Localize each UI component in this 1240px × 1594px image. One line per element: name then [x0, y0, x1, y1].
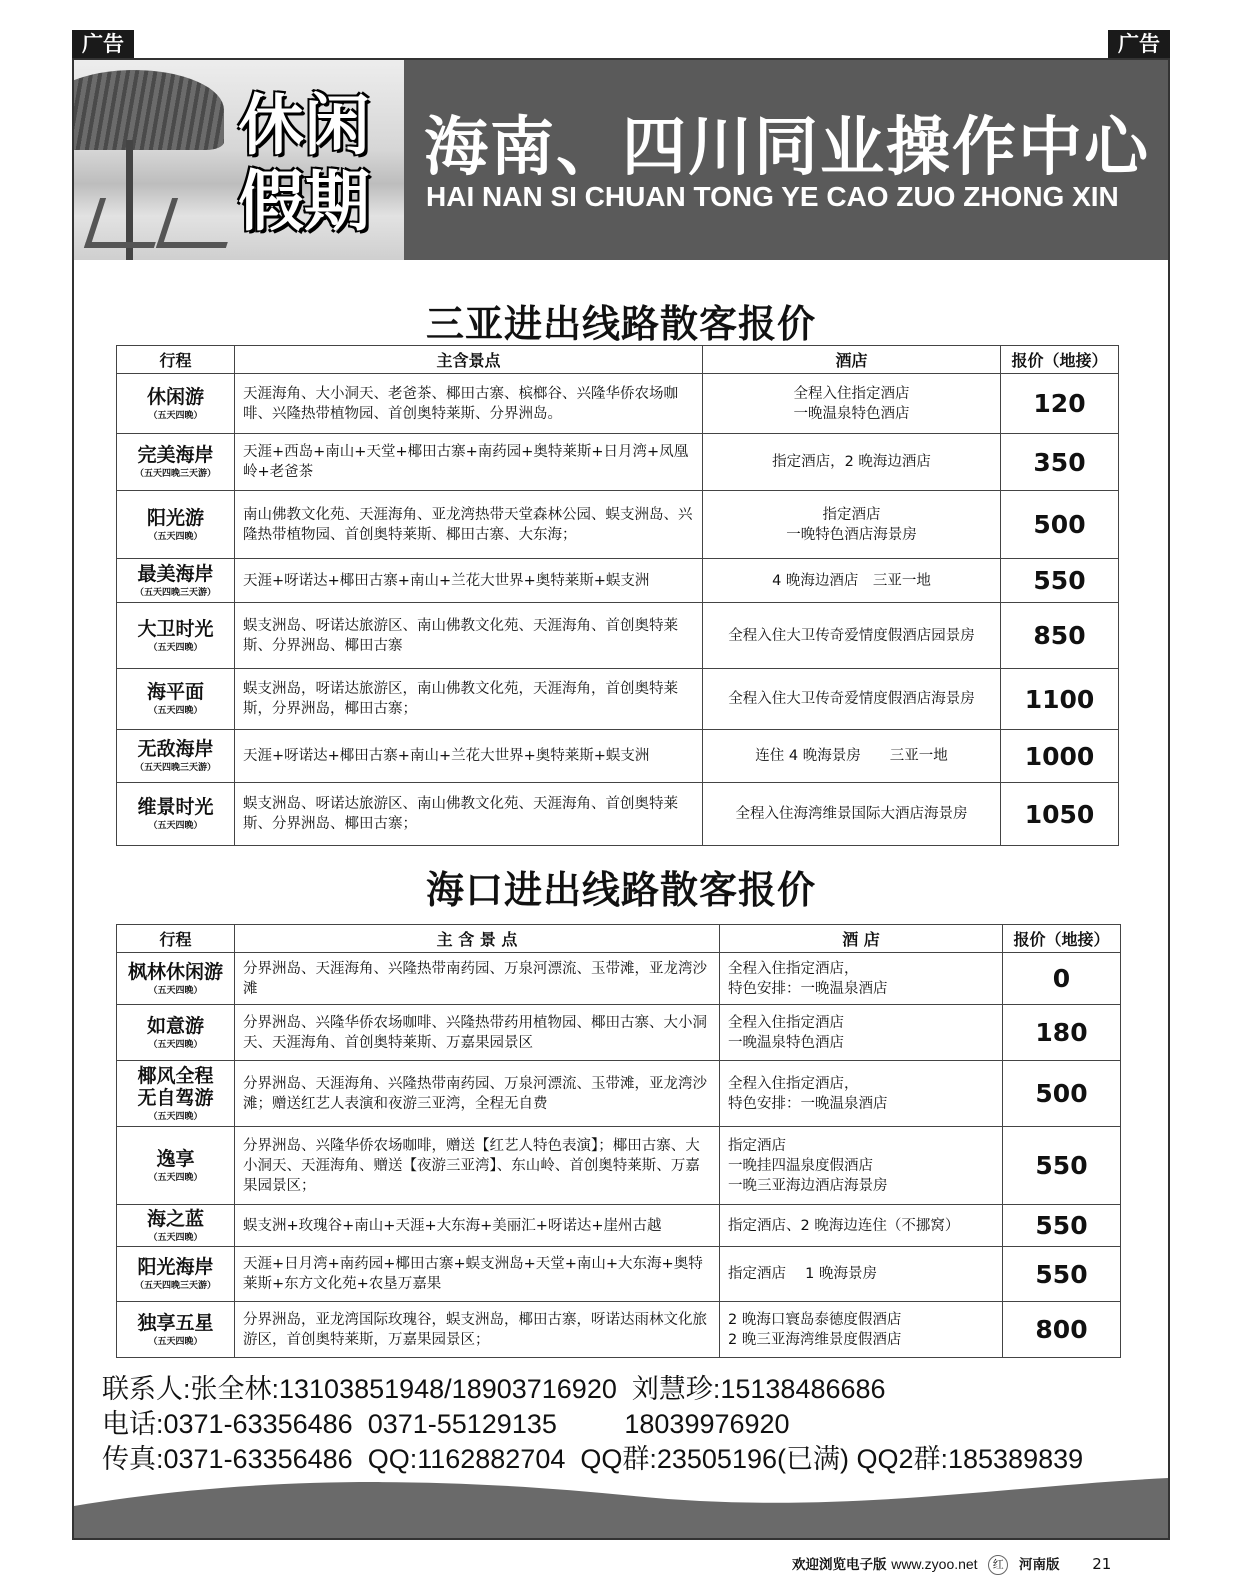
- route-price: 550: [1001, 559, 1119, 603]
- route-hotel: 全程入住指定酒店， 特色安排：一晚温泉酒店: [720, 953, 1003, 1005]
- table-header-row: [117, 346, 1119, 374]
- route-price: 1000: [1001, 730, 1119, 783]
- footer-edition: 河南版: [1018, 1557, 1060, 1573]
- leisure-line-1: 休闲: [238, 87, 370, 164]
- route-name: 枫林休闲游 （五天四晚）: [117, 953, 235, 1005]
- col-header-spots: 主含景点: [235, 346, 703, 374]
- route-name: 阳光游 （五天四晚）: [117, 491, 235, 559]
- route-hotel: 指定酒店，2 晚海边酒店: [703, 434, 1001, 491]
- route-hotel: 全程入住海湾维景国际大酒店海景房: [703, 783, 1001, 846]
- route-name: 最美海岸 （五天四晚三天游）: [117, 559, 235, 603]
- route-name: 无敌海岸 （五天四晚三天游）: [117, 730, 235, 783]
- route-price: 800: [1003, 1302, 1121, 1358]
- route-spots: 分界洲岛、天涯海角、兴隆热带南药园、万泉河漂流、玉带滩，亚龙湾沙滩；赠送红艺人表演和夜游三亚湾，全程无自费: [235, 1061, 720, 1127]
- contact-phones: 电话:0371-63356486 0371-55129135 18039976920: [102, 1409, 790, 1439]
- route-spots: 天涯+呀诺达+椰田古寨+南山+兰花大世界+奥特莱斯+蜈支洲: [235, 559, 703, 603]
- route-hotel: 指定酒店 一晚特色酒店海景房: [703, 491, 1001, 559]
- table-row: [117, 1127, 1121, 1205]
- route-price: 550: [1003, 1127, 1121, 1205]
- table-row: [117, 730, 1119, 783]
- haikou-section-title: 海口进出线路散客报价: [425, 868, 816, 912]
- ad-label-right: 广告: [1108, 30, 1170, 58]
- route-name: 椰风全程 无自驾游 （五天四晚）: [117, 1061, 235, 1127]
- contact-fax-qq: 传真:0371-63356486 QQ:1162882704 QQ群:23505196(已满) QQ2群:185389839: [102, 1444, 1084, 1474]
- route-spots: 天涯海角、大小洞天、老爸茶、椰田古寨、槟榔谷、兴隆华侨农场咖啡、兴隆热带植物园、首创奥特莱斯、分界洲岛。: [235, 374, 703, 434]
- table-row: [117, 491, 1119, 559]
- leisure-holiday-logo: [204, 88, 404, 240]
- route-price: 0: [1003, 953, 1121, 1005]
- banner-subtitle: HAI NAN SI CHUAN TONG YE CAO ZUO ZHONG XIN: [426, 181, 1119, 212]
- route-price: 180: [1003, 1005, 1121, 1061]
- haikou-price-table: [116, 924, 1121, 1358]
- route-spots: 蜈支洲岛，呀诺达旅游区，南山佛教文化苑，天涯海角，首创奥特莱斯，分界洲岛，椰田古寨；: [235, 669, 703, 730]
- route-name: 完美海岸 （五天四晚三天游）: [117, 434, 235, 491]
- route-spots: 天涯+呀诺达+椰田古寨+南山+兰花大世界+奥特莱斯+蜈支洲: [235, 730, 703, 783]
- leisure-line-2: 假期: [238, 163, 370, 240]
- table-row: [117, 1247, 1121, 1302]
- route-hotel: 指定酒店 1 晚海景房: [720, 1247, 1003, 1302]
- footer-url[interactable]: www.zyoo.net: [891, 1556, 978, 1572]
- route-price: 350: [1001, 434, 1119, 491]
- header-banner: [74, 60, 1168, 260]
- route-spots: 分界洲岛、兴隆华侨农场咖啡、兴隆热带药用植物园、椰田古寨、大小洞天、天涯海角、首创奥特莱斯、万嘉果园景区: [235, 1005, 720, 1061]
- contact-info: [102, 1372, 1162, 1477]
- route-price: 500: [1001, 491, 1119, 559]
- route-spots: 蜈支洲岛、呀诺达旅游区、南山佛教文化苑、天涯海角、首创奥特莱斯、分界洲岛、椰田古寨: [235, 603, 703, 669]
- route-hotel: 全程入住指定酒店， 特色安排：一晚温泉酒店: [720, 1061, 1003, 1127]
- route-price: 120: [1001, 374, 1119, 434]
- route-spots: 分界洲岛、天涯海角、兴隆热带南药园、万泉河漂流、玉带滩，亚龙湾沙滩: [235, 953, 720, 1005]
- table-row: [117, 669, 1119, 730]
- route-spots: 天涯+日月湾+南药园+椰田古寨+蜈支洲岛+天堂+南山+大东海+奥特莱斯+东方文化苑+农垦万嘉果: [235, 1247, 720, 1302]
- route-price: 850: [1001, 603, 1119, 669]
- route-hotel: 连住 4 晚海景房 三亚一地: [703, 730, 1001, 783]
- wave-decoration: [74, 1466, 1168, 1538]
- route-price: 1100: [1001, 669, 1119, 730]
- route-hotel: 全程入住大卫传奇爱情度假酒店海景房: [703, 669, 1001, 730]
- table-row: [117, 1302, 1121, 1358]
- table-row: [117, 374, 1119, 434]
- route-price: 550: [1003, 1247, 1121, 1302]
- route-spots: 分界洲岛，亚龙湾国际玫瑰谷，蜈支洲岛，椰田古寨，呀诺达雨林文化旅游区，首创奥特莱斯，万嘉果园景区；: [235, 1302, 720, 1358]
- route-hotel: 指定酒店、2 晚海边连住（不挪窝）: [720, 1205, 1003, 1247]
- route-name: 休闲游 （五天四晚）: [117, 374, 235, 434]
- table-row: [117, 1005, 1121, 1061]
- route-spots: 天涯+西岛+南山+天堂+椰田古寨+南药园+奥特莱斯+日月湾+凤凰岭+老爸茶: [235, 434, 703, 491]
- route-spots: 蜈支洲+玫瑰谷+南山+天涯+大东海+美丽汇+呀诺达+崖州古越: [235, 1205, 720, 1247]
- table-row: [117, 559, 1119, 603]
- route-hotel: 4 晚海边酒店 三亚一地: [703, 559, 1001, 603]
- page-number: 21: [1092, 1555, 1112, 1573]
- col-header-hotel: 酒 店: [720, 925, 1003, 953]
- route-price: 1050: [1001, 783, 1119, 846]
- col-header-spots: 主 含 景 点: [235, 925, 720, 953]
- table-row: [117, 953, 1121, 1005]
- route-price: 550: [1003, 1205, 1121, 1247]
- table-row: [117, 434, 1119, 491]
- ad-label-left: 广告: [72, 30, 134, 58]
- route-name: 独享五星 （五天四晚）: [117, 1302, 235, 1358]
- route-hotel: 全程入住指定酒店 一晚温泉特色酒店: [703, 374, 1001, 434]
- route-name: 维景时光 （五天四晚）: [117, 783, 235, 846]
- footer-text: 欢迎浏览电子版: [792, 1557, 887, 1573]
- route-hotel: 全程入住大卫传奇爱情度假酒店园景房: [703, 603, 1001, 669]
- route-spots: 蜈支洲岛、呀诺达旅游区、南山佛教文化苑、天涯海角、首创奥特莱斯、分界洲岛、椰田古寨；: [235, 783, 703, 846]
- banner-title: 海南、四川同业操作中心: [424, 111, 1150, 185]
- route-hotel: 指定酒店 一晚挂四温泉度假酒店 一晚三亚海边酒店海景房: [720, 1127, 1003, 1205]
- advertisement-frame: [72, 58, 1170, 1540]
- hong-logo-icon: 红: [988, 1555, 1008, 1575]
- table-row: [117, 1061, 1121, 1127]
- table-row: [117, 1205, 1121, 1247]
- table-header-row: [117, 925, 1121, 953]
- route-price: 500: [1003, 1061, 1121, 1127]
- beach-photo: [74, 60, 404, 260]
- route-hotel: 2 晚海口寰岛泰德度假酒店 2 晚三亚海湾维景度假酒店: [720, 1302, 1003, 1358]
- page-footer: [792, 1552, 1152, 1576]
- col-header-route: 行程: [117, 925, 235, 953]
- col-header-route: 行程: [117, 346, 235, 374]
- route-name: 海之蓝 （五天四晚）: [117, 1205, 235, 1247]
- contact-persons: 联系人:张全林:13103851948/18903716920 刘慧珍:15138486686: [102, 1374, 886, 1404]
- col-header-hotel: 酒店: [703, 346, 1001, 374]
- route-name: 阳光海岸 （五天四晚三天游）: [117, 1247, 235, 1302]
- route-spots: 分界洲岛、兴隆华侨农场咖啡，赠送【红艺人特色表演】；椰田古寨、大小洞天、天涯海角、赠送【夜游三亚湾】、东山岭、首创奥特莱斯、万嘉果园景区；: [235, 1127, 720, 1205]
- sanya-price-table: [116, 345, 1119, 846]
- route-spots: 南山佛教文化苑、天涯海角、亚龙湾热带天堂森林公园、蜈支洲岛、兴隆热带植物园、首创奥特莱斯、椰田古寨、大东海；: [235, 491, 703, 559]
- table-row: [117, 783, 1119, 846]
- route-name: 如意游 （五天四晚）: [117, 1005, 235, 1061]
- col-header-price: 报价（地接）: [1003, 925, 1121, 953]
- col-header-price: 报价（地接）: [1001, 346, 1119, 374]
- route-name: 海平面 （五天四晚）: [117, 669, 235, 730]
- table-row: [117, 603, 1119, 669]
- sanya-section-title: 三亚进出线路散客报价: [425, 302, 816, 346]
- route-name: 逸享 （五天四晚）: [117, 1127, 235, 1205]
- route-hotel: 全程入住指定酒店 一晚温泉特色酒店: [720, 1005, 1003, 1061]
- beach-umbrella-icon: [74, 70, 224, 150]
- route-name: 大卫时光 （五天四晚）: [117, 603, 235, 669]
